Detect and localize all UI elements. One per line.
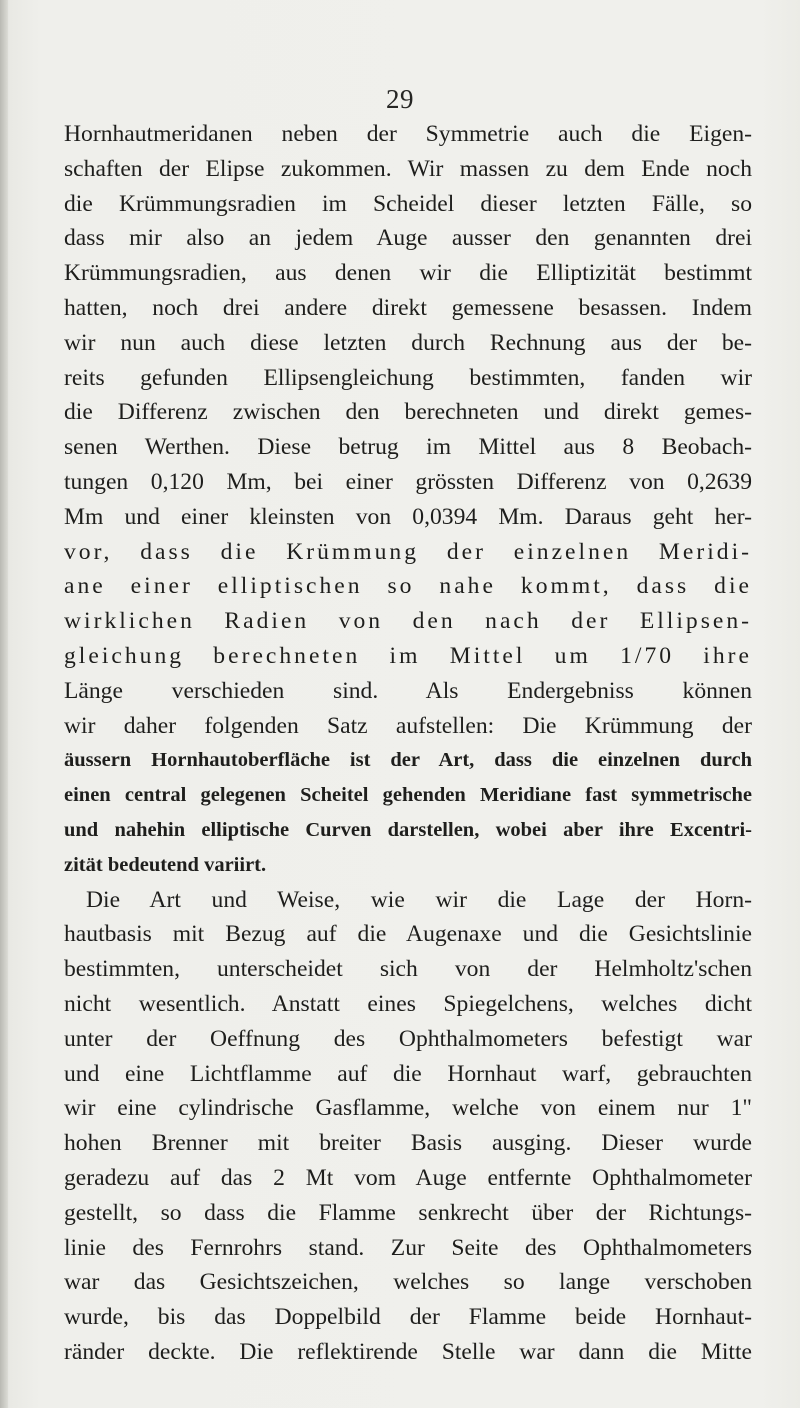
text-line: schaften der Elipse zukommen. Wir massen zu dem Ende noch [64,155,752,182]
text-line: wir daher folgenden Satz aufstellen: Die Krümmung der [64,712,752,739]
text-line: bestimmten, unterscheidet sich von der Helmholtz'schen [64,956,752,983]
emphasized-text-line: gleichung berechneten im Mittel um 1/70 ihre [64,642,752,669]
text-line: dass mir also an jedem Auge ausser den genannten drei [64,225,752,252]
text-line: hohen Brenner mit breiter Basis ausging. Dieser wurde [64,1130,752,1157]
text-line: linie des Fernrohrs stand. Zur Seite des Ophthalmometers [64,1234,752,1261]
text-line: reits gefunden Ellipsengleichung bestimmten, fanden wir [64,364,752,391]
text-line: ränder deckte. Die reflektirende Stelle war dann die Mitte [64,1338,752,1365]
text-line: senen Werthen. Diese betrug im Mittel aus 8 Beobach- [64,434,752,461]
bold-statement-line: äussern Hornhautoberfläche ist der Art, dass die einzelnen durch [64,749,752,772]
text-line: gestellt, so dass die Flamme senkrecht über der Richtungs- [64,1199,752,1226]
emphasized-text-line: ane einer elliptischen so nahe kommt, dass die [64,573,752,600]
text-line: die Krümmungsradien im Scheidel dieser letzten Fälle, so [64,190,752,217]
text-line: Länge verschieden sind. Als Endergebniss können [64,677,752,704]
text-line: Mm und einer kleinsten von 0,0394 Mm. Daraus geht her- [64,503,752,530]
text-line: tungen 0,120 Mm, bei einer grössten Differenz von 0,2639 [64,468,752,495]
text-line: unter der Oeffnung des Ophthalmometers befestigt war [64,1025,752,1052]
page-number: 29 [386,84,414,114]
page-binding-edge [0,0,8,1408]
text-line: die Differenz zwischen den berechneten und direkt gemes- [64,399,752,426]
body-text [64,117,752,1370]
text-line: nicht wesentlich. Anstatt eines Spiegelchens, welches dicht [64,990,752,1017]
text-line: Krümmungsradien, aus denen wir die Elliptizität bestimmt [64,260,752,287]
text-line: hatten, noch drei andere direkt gemessene besassen. Indem [64,294,752,321]
text-line: Hornhautmeridanen neben der Symmetrie auch die Eigen- [64,121,752,147]
bold-statement-line: zität bedeutend variirt. [64,853,267,876]
paragraph-first-line: Die Art und Weise, wie wir die Lage der Horn- [86,886,752,913]
text-line: und eine Lichtflamme auf die Hornhaut warf, gebrauchten [64,1060,752,1087]
text-line: hautbasis mit Bezug auf die Augenaxe und die Gesichtslinie [64,921,752,948]
text-line: wir nun auch diese letzten durch Rechnung aus der be- [64,329,752,356]
text-line: geradezu auf das 2 Mt vom Auge entfernte Ophthalmometer [64,1164,752,1191]
emphasized-text-line: wirklichen Radien von den nach der Ellipsen- [64,608,752,635]
text-line: wurde, bis das Doppelbild der Flamme beide Hornhaut- [64,1304,752,1331]
text-line: war das Gesichtszeichen, welches so lange verschoben [64,1269,752,1296]
bold-statement-line: und nahehin elliptische Curven darstellen, wobei aber ihre Excentri- [64,818,752,841]
bold-statement-line: einen central gelegenen Scheitel gehenden Meridiane fast symmetrische [64,784,752,807]
text-line: wir eine cylindrische Gasflamme, welche von einem nur 1" [64,1095,752,1122]
emphasized-text-line: vor, dass die Krümmung der einzelnen Meridi- [64,538,752,565]
